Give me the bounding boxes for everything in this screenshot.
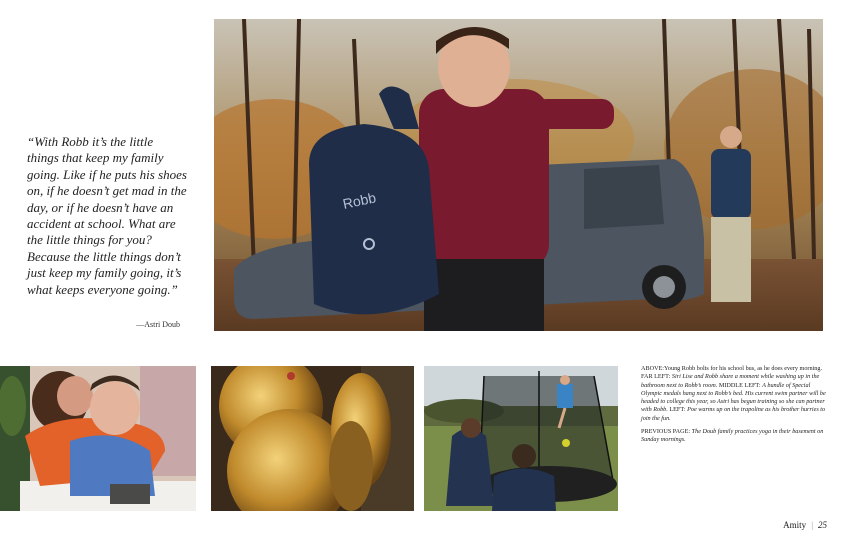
backpack-label: Robb	[341, 189, 378, 212]
page-number: 25	[818, 520, 827, 530]
pull-quote: “With Robb it’s the little things that keep my family going. Like if he puts his shoes on, if he doesn’t get mad in the day, or if he doesn’t have an accident at school. What are the little things for you? Because the little things don’t just keep my family going, it’s what keeps everyone going.”	[27, 134, 187, 297]
far-left-photo-image	[0, 366, 196, 511]
caption-label-far-left: FAR LEFT:	[641, 373, 671, 381]
folio-separator: |	[811, 520, 813, 530]
caption-label-middle-left: MIDDLE LEFT:	[718, 381, 761, 389]
far-left-photo	[0, 366, 196, 511]
caption-previous: The Doub family practices yoga in their basement on Sunday mornings.	[641, 428, 824, 444]
caption-above: Young Robb bolts for his school bus, as he does every morning.	[664, 365, 823, 372]
left-photo-image	[424, 366, 618, 511]
left-photo	[424, 366, 618, 511]
caption-label-above: ABOVE:	[641, 365, 665, 372]
publication-name: Amity	[783, 520, 807, 530]
caption-middle-left: A bundle of Special Olympic medals hang next to Robb’s bed. His current swim partner will be headed to college this year, so Astri has begun training so she can partner with Robb.	[641, 381, 826, 414]
hero-photo	[214, 19, 823, 331]
page-folio	[783, 520, 827, 530]
middle-left-photo	[211, 366, 414, 511]
hero-photo-image	[214, 19, 823, 331]
captions-current-page	[641, 365, 827, 423]
captions-previous-page	[641, 428, 827, 445]
caption-far-left: Siri Lise and Robb share a moment while washing up in the bathroom next to Robb’s room.	[641, 373, 820, 389]
quote-attribution: —Astri Doub	[136, 320, 180, 329]
caption-label-left: LEFT:	[669, 406, 686, 414]
photo-captions	[641, 365, 827, 450]
middle-left-photo-image	[211, 366, 414, 511]
caption-label-previous: PREVIOUS PAGE:	[641, 428, 691, 436]
caption-left: Poe warms up on the trapoline as his brother hurries to join the fun.	[641, 406, 826, 422]
